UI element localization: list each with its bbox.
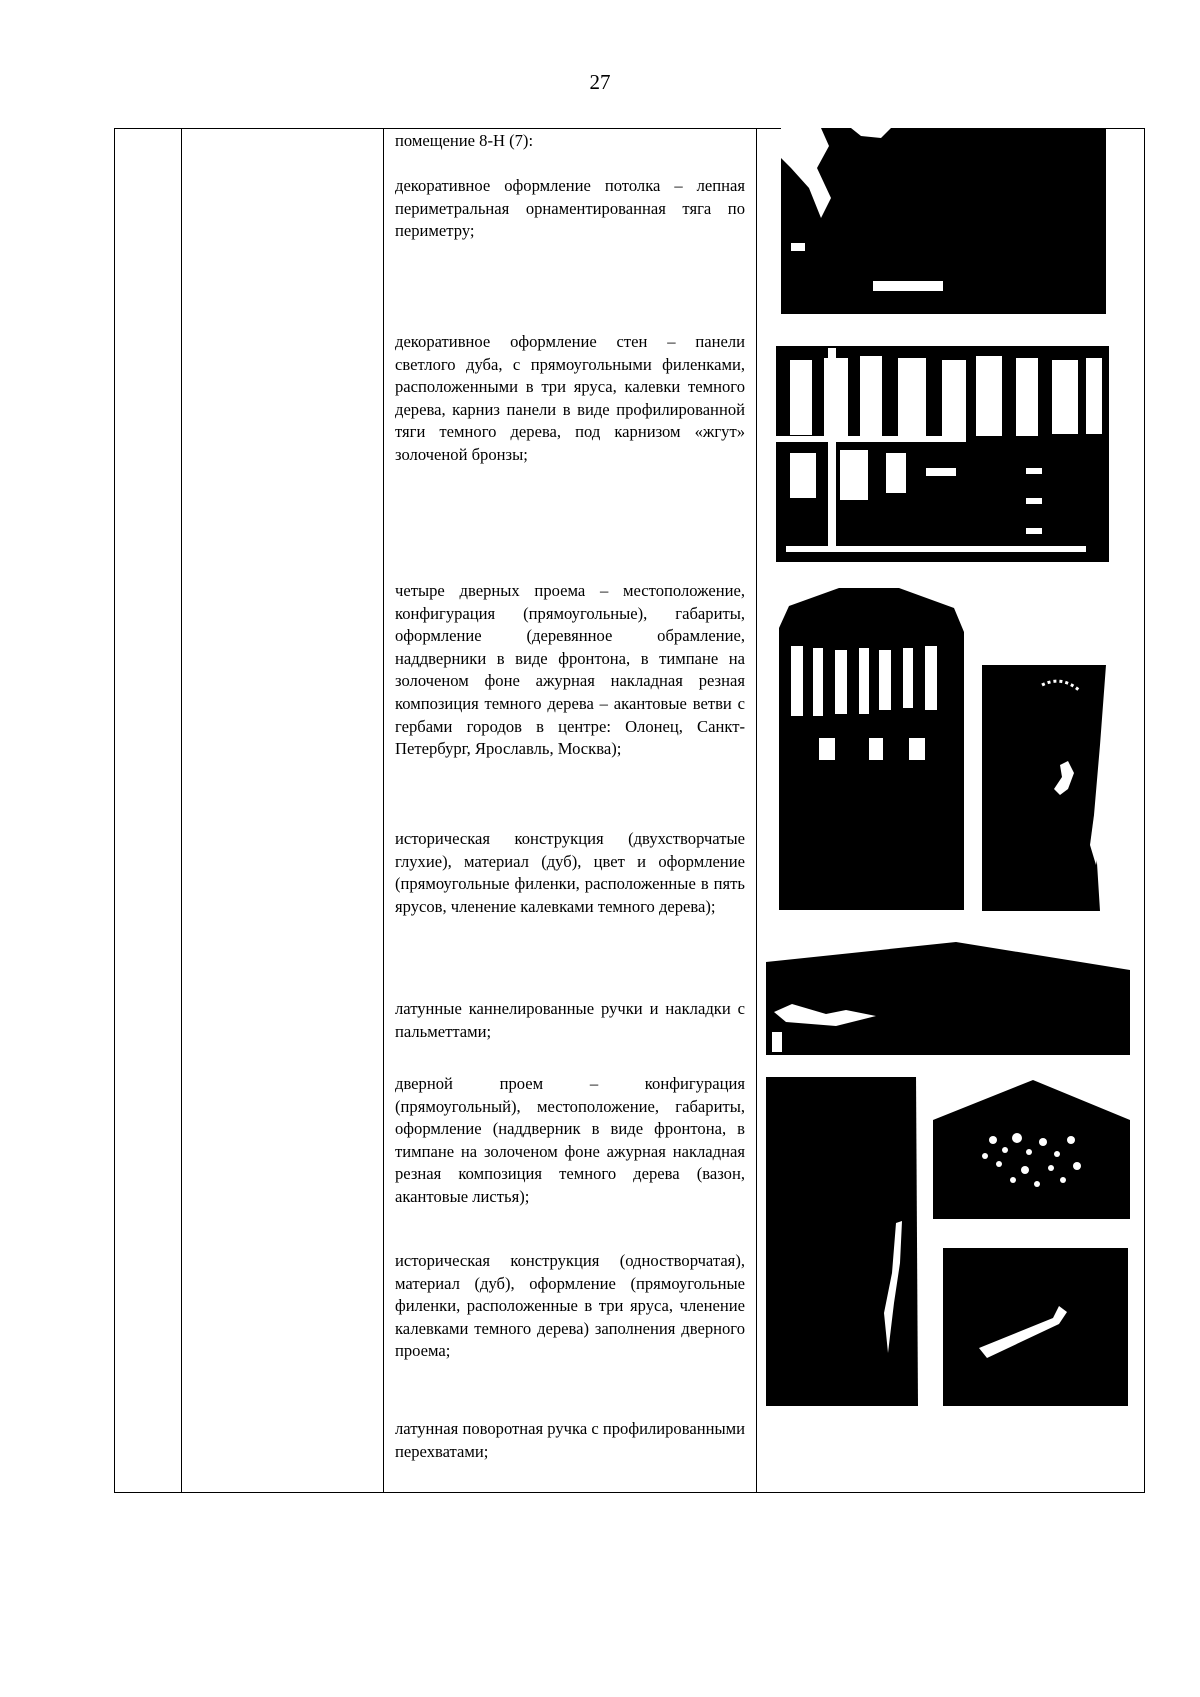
single-door-construction: историческая конструкция (одностворчатая), материал (дуб), оформление (прямоугольные филенки, расположенные в три яруса, членение калевками темного дерева) заполнения дверного проема; — [395, 1251, 745, 1361]
single-doorway-description: дверной проем – конфигурация (прямоугольный), местоположение, габариты, оформление (наддверник в виде фронтона, в тимпане на золоченом фоне ажурная накладная резная композиция темного дерева (вазон, акантовые листья); — [395, 1074, 745, 1206]
door-crest-photo — [982, 665, 1106, 911]
double-door-construction: историческая конструкция (двухстворчатые глухие), материал (дуб), цвет и оформление (прямоугольные филенки, расположенные в пять ярусов, членение калевками темного дерева); — [395, 829, 745, 916]
rotary-handle-photo — [943, 1248, 1128, 1406]
tympanum-photo — [933, 1080, 1130, 1219]
page-number: 27 — [589, 70, 611, 94]
column-divider — [756, 129, 757, 1492]
ceiling-description: декоративное оформление потолка – лепная периметральная орнаментированная тяга по периметру; — [395, 176, 745, 241]
ceiling-molding-photo — [781, 128, 1106, 314]
column-divider — [181, 129, 182, 1492]
single-door-photo — [766, 1073, 925, 1406]
double-door-photo — [779, 588, 964, 910]
column-divider — [383, 129, 384, 1492]
wall-panels-photo — [776, 328, 1109, 562]
walls-description: декоративное оформление стен – панели светлого дуба, с прямоугольными филенками, расположенными в три яруса, калевки темного дерева, карниз панели в виде профилированной тяги темного дерева, под карнизом «жгут» золоченой бронзы; — [395, 332, 745, 464]
doorways-description: четыре дверных проема – местоположение, конфигурация (прямоугольные), габариты, оформление (деревянное обрамление, наддверники в виде фронтона, в тимпане на золоченом фоне ажурная накладная резная композиция темного дерева – акантовые ветви с гербами городов в центре: Олонец, Санкт-Петербург, Ярославль, Москва); — [395, 581, 745, 759]
brass-handles-photo — [766, 942, 1130, 1055]
rotary-handle-description: латунная поворотная ручка с профилированными перехватами; — [395, 1419, 745, 1461]
room-heading: помещение 8-Н (7): — [395, 131, 534, 150]
brass-handles-description: латунные каннелированные ручки и накладки с пальметтами; — [395, 999, 745, 1041]
